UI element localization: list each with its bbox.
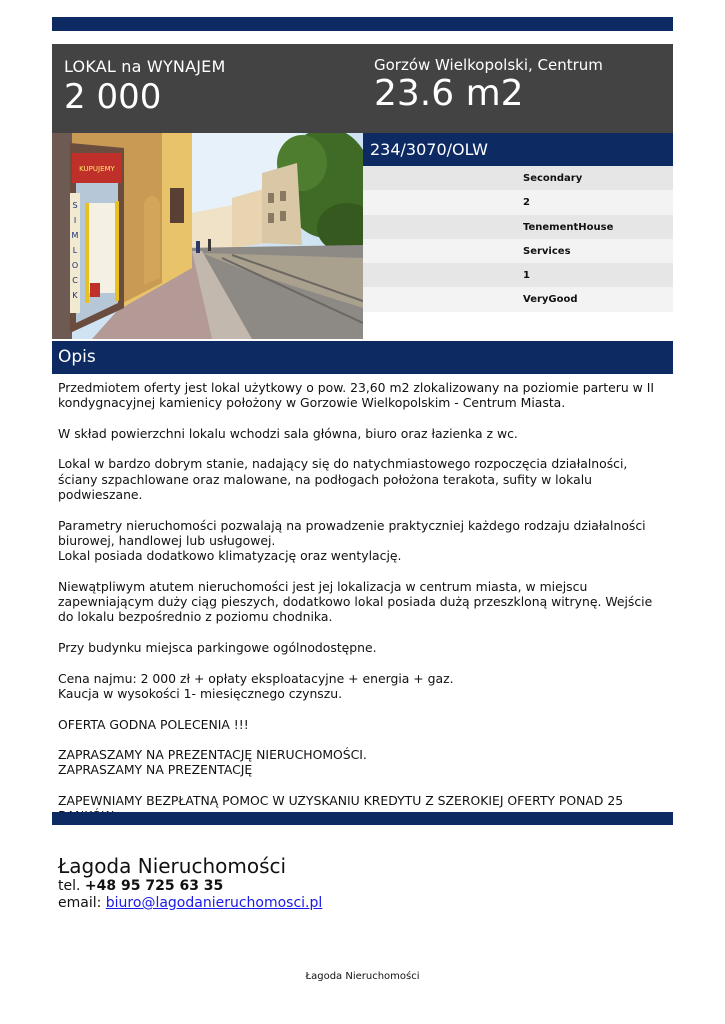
param-row	[363, 239, 673, 263]
paragraph-gap	[58, 502, 670, 517]
simlock-letter: K	[72, 291, 78, 300]
paragraph-gap	[58, 625, 670, 640]
param-row	[363, 263, 673, 287]
parameters-table	[363, 166, 673, 312]
param-row	[363, 166, 673, 190]
simlock-letter: C	[72, 276, 78, 285]
description-heading-bar	[52, 341, 673, 374]
agency-contact	[58, 854, 322, 912]
simlock-letter: M	[71, 231, 79, 240]
paragraph-gap	[58, 701, 670, 716]
description-paragraph: ZAPRASZAMY NA PREZENTACJĘ	[58, 762, 253, 778]
description-paragraph: Parametry nieruchomości pozwalają na prowadzenie praktyczniej każdego rodzaju działalności biurowej, handlowej lub usługowej.	[58, 517, 646, 548]
shop-sign-text: KUPUJEMY	[79, 165, 115, 173]
paragraph-gap	[58, 564, 670, 579]
param-row	[363, 287, 673, 311]
agency-name: Łagoda Nieruchomości	[58, 854, 287, 878]
description-paragraph: OFERTA GODNA POLECENIA !!!	[58, 716, 249, 732]
param-value: Secondary	[523, 173, 583, 184]
description-paragraph: Przedmiotem oferty jest lokal użytkowy o pow. 23,60 m2 zlokalizowany na poziomie parteru w II kondygnacyjnej kamienicy położony w Gorzowie Wielkopolskim - Centrum Miasta.	[58, 380, 655, 411]
location: Gorzów Wielkopolski, Centrum	[374, 56, 603, 74]
offer-type: LOKAL na WYNAJEM	[64, 57, 226, 76]
description-paragraph: ZAPRASZAMY NA PREZENTACJĘ NIERUCHOMOŚCI.	[58, 747, 367, 763]
footer-text: Łagoda Nieruchomości	[305, 971, 420, 982]
area: 23.6 m2	[374, 73, 524, 114]
simlock-letter: O	[71, 261, 79, 270]
reference-bar	[363, 133, 673, 166]
email-line	[58, 895, 322, 912]
paragraph-gap	[58, 655, 670, 670]
param-value: 1	[523, 270, 530, 282]
param-value: Services	[523, 245, 571, 257]
description-text	[58, 380, 670, 824]
property-photo	[52, 133, 363, 339]
price: 2 000	[64, 77, 162, 117]
description-paragraph: W skład powierzchni lokalu wchodzi sala główna, biuro oraz łazienka z wc.	[58, 425, 518, 441]
top-accent-bar	[52, 17, 673, 31]
simlock-letter: S	[72, 201, 78, 210]
simlock-letter: L	[72, 246, 78, 255]
paragraph-gap	[58, 778, 670, 793]
paragraph-gap	[58, 441, 670, 456]
param-value: VeryGood	[523, 294, 578, 306]
param-row	[363, 190, 673, 214]
phone-number[interactable]: +48 95 725 63 35	[84, 878, 224, 894]
param-value: TenementHouse	[523, 221, 614, 233]
param-row	[363, 215, 673, 239]
phone-label: tel.	[58, 878, 81, 894]
paragraph-gap	[58, 411, 670, 426]
description-paragraph: Cena najmu: 2 000 zł + opłaty eksploatacyjne + energia + gaz.	[58, 670, 454, 686]
phone-line	[58, 878, 322, 895]
description-paragraph: Lokal posiada dodatkowo klimatyzację oraz wentylację.	[58, 548, 402, 564]
reference-number: 234/3070/OLW	[370, 140, 488, 159]
simlock-letter: I	[73, 216, 77, 225]
bottom-accent-bar	[52, 812, 673, 825]
description-paragraph: ZAPEWNIAMY BEZPŁATNĄ POMOC W UZYSKANIU KREDYTU Z SZEROKIEJ OFERTY PONAD 25	[58, 793, 624, 809]
paragraph-gap	[58, 732, 670, 747]
param-value: 2	[523, 197, 530, 209]
description-heading: Opis	[58, 347, 96, 367]
email-label: email:	[58, 895, 102, 911]
listing-header	[52, 44, 673, 133]
description-paragraph: Lokal w bardzo dobrym stanie, nadający się do natychmiastowego rozpoczęcia działalności, ściany szpachlowane oraz malowane, na podłogach położona terakota, sufity w lokalu podwieszane.	[58, 456, 628, 503]
email-link[interactable]: biuro@lagodanieruchomosci.pl	[105, 895, 323, 911]
description-paragraph: Kaucja w wysokości 1- miesięcznego czynszu.	[58, 685, 343, 701]
description-paragraph: Niewątpliwym atutem nieruchomości jest jej lokalizacja w centrum miasta, w miejscu zapewniającym duży ciąg pieszych, dodatkowo lokal posiada dużą przeszkloną witrynę. Wejście do lokalu bezpośrednio z poziomu chodnika.	[58, 578, 653, 625]
description-paragraph: Przy budynku miejsca parkingowe ogólnodostępne.	[58, 640, 377, 656]
